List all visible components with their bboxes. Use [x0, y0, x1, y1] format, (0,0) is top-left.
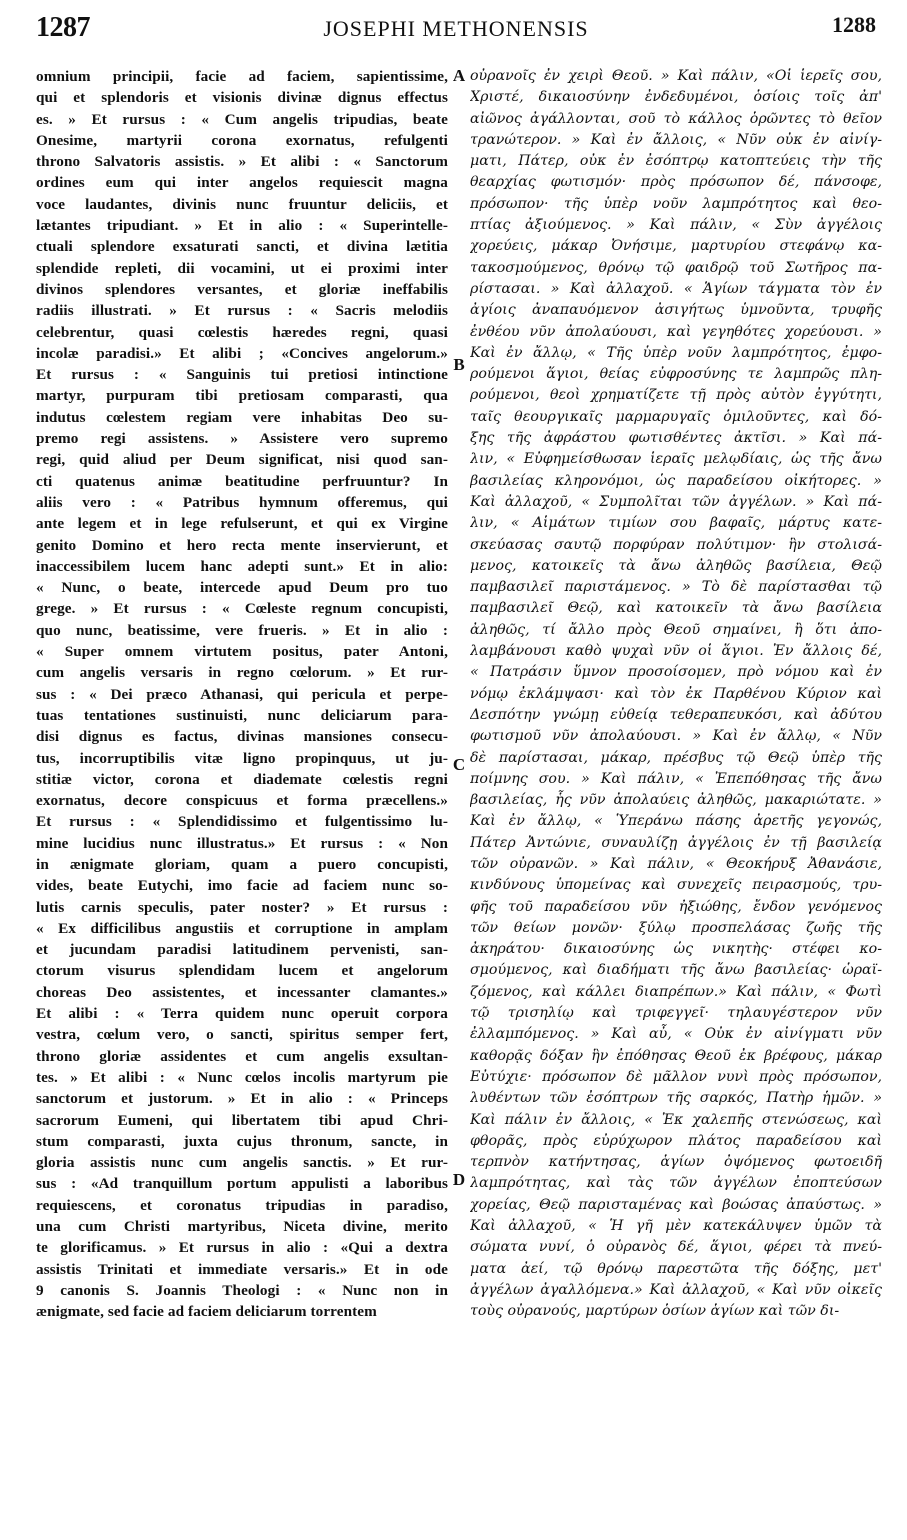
latin-text-line: Et rursus : « Splendidissimo et fulgentissimo lu-	[36, 813, 448, 831]
latin-text-line: « Ex difficilibus angustiis et corruptione in amplam	[36, 919, 448, 937]
greek-text-line: τῶν οὐρανῶν. » Καὶ πάλιν, « Θεοκήρυξ Ἀθανάσιε,	[470, 855, 882, 872]
latin-text-line: ænigmate, sed facie ad faciem deliciarum torrentem	[36, 1303, 377, 1321]
greek-text-line: τῶν θείων μονῶν· ξύλῳ προσπελάσας ζωῆς τῆς	[470, 919, 882, 936]
greek-text-line: ἐνθέου νῦν ἀπολαύουσι, καὶ γεγηθότες χορεύουσι. »	[470, 323, 882, 340]
greek-text-line: ρούμενοι, θεοὶ χρηματίζετε τῇ πρὸς αὐτὸν ἐγγύτητι,	[470, 387, 882, 404]
latin-text-line: lætantes tripudiant. » Et in alio : « Superintelle-	[36, 217, 448, 235]
latin-text-line: premo regi assistens. » Assistere vero supremo	[36, 430, 448, 448]
latin-text-line: ctuali splendore exsaturati sancti, et divina lætitia	[36, 238, 448, 256]
greek-text-line: λυθέντων τῶν ἐσόπτρων τῆς σαρκός, Πατὴρ ἡμῶν. »	[470, 1090, 882, 1107]
margin-marker-b: B	[453, 355, 465, 374]
latin-text-line: inaccessibilem lucem hanc adepti sunt.» Et in alio:	[36, 557, 448, 575]
greek-text-line: χορείας, Θεῷ παρισταμένας καὶ βοώσας ἀπαύστως. »	[470, 1196, 882, 1213]
greek-text-line: σώματα νυνί, ὁ οὐρανὸς δέ, ἅγιοι, φέρει τὰ πνεύ-	[470, 1239, 882, 1256]
latin-text-line: assistis Trinitati et immediate versaris.» Et in ode	[36, 1260, 448, 1278]
greek-text-line: φῆς τοῦ παραδείσου νῦν ἠξιώθης, ἔνδον γενόμενος	[470, 898, 882, 915]
latin-text-line: omnium principii, facie ad faciem, sapientissime,	[36, 68, 448, 85]
latin-text-line: ctorum visurus splendidam lucem et angelorum	[36, 962, 448, 980]
page-number-right: 1288	[832, 12, 876, 37]
greek-text-line: τερπνὸν κατήντησας, ἁγίων ὀψόμενος φωτοειδῆ	[470, 1154, 882, 1171]
latin-text-line: te glorificamus. » Et rursus in alio : «Qui a dextra	[36, 1239, 448, 1257]
latin-text-line: splendide repleti, dii vocamini, ut ei proximi inter	[36, 259, 448, 277]
greek-text-line: ματα ἀεί, τῷ θρόνῳ παρεστῶτα τῆς δόξης, μετ'	[470, 1260, 882, 1277]
greek-text-line: σμούμενος, καὶ διαδήματι τῆς ἄνω βασιλείας· ὡραϊ-	[470, 962, 882, 979]
latin-text-line: indutus cœlestem regiam vere inhabitas Deo su-	[36, 408, 448, 426]
page-header	[36, 6, 876, 46]
greek-text-line: παμβασιλεῖ παριστάμενος. » Τὸ δὲ παρίστασθαι τῷ	[470, 579, 882, 596]
latin-text-line: incolæ paradisi.» Et alibi ; «Concives angelorum.»	[36, 344, 448, 362]
greek-text-line: χορεύεις, μάκαρ Ὀνήσιμε, μαρτυρίου στεφάνῳ κα-	[470, 238, 882, 255]
greek-text-line: μενος, κατοικεῖς τὰ ἄνω ἀληθῶς βασίλεια, Θεῷ	[470, 557, 882, 574]
greek-text-line: Εὐτύχιε· πρόσωπον δὲ μᾶλλον νυνὶ πρὸς πρόσωπον,	[470, 1068, 882, 1085]
page-number-left: 1287	[36, 12, 90, 43]
greek-text-line: « Πατράσιν ὕμνον προσοίσομεν, πρὸ νόμου καὶ ἐν	[470, 664, 882, 681]
latin-text-line: tuas tentationes sustinuisti, nunc deliciarum para-	[36, 706, 448, 724]
latin-text-line: martyr, purpuram tibi pretiosam comparasti, qua	[36, 387, 448, 405]
greek-text-line: Πάτερ Ἀντώνιε, συναυλίζῃ ἀγγέλοις ἐν τῇ βασιλείᾳ	[470, 834, 882, 851]
latin-text-line: ante legem et in lege refulserunt, et qui ex Virgine	[36, 515, 448, 533]
latin-text-line: genito Domino et hero recta mente inservierunt, et	[36, 536, 448, 554]
latin-text-line: requiescens, et coronatus tripudias in paradiso,	[36, 1196, 448, 1214]
greek-text-line: Καὶ πάλιν ἐν ἄλλοις, « Ἐκ χαλεπῆς στενώσεως, καὶ	[470, 1111, 882, 1128]
greek-text-line: πρόσωπον· τῆς ὑπὲρ νοῦν λαμπρότητος καὶ θεο-	[470, 195, 882, 212]
greek-text-line: ταῖς θεουργικαῖς μαρμαρυγαῖς ὁμιλοῦντες, καὶ δό-	[470, 408, 882, 425]
greek-text-line: βασιλείας κληρονόμοι, ὡς παραδείσου οἰκήτορες. »	[470, 472, 882, 489]
latin-text-line: divinos splendores versantes, et gloriæ ineffabilis	[36, 280, 448, 298]
latin-text-line: tus, incorruptibilis vitæ ligno propinquus, ut ju-	[36, 749, 448, 767]
latin-text-line: cum angelis versaris in regno cœlorum. » Et rur-	[36, 664, 448, 682]
greek-text-line: ζόμενος, καὶ κάλλει διαπρέπων.» Καὶ πάλιν, « Φωτὶ	[470, 983, 882, 1000]
latin-text-line: throno gloriæ assidentes et cum angelis exsultan-	[36, 1047, 448, 1065]
latin-text-line: tes. » Et alibi : « Nunc cœlos incolis martyrum pie	[36, 1068, 448, 1086]
latin-text-line: radiis illustrati. » Et rursus : « Sacris melodiis	[36, 302, 448, 320]
greek-text-line: ἀγίοις ἀναπαυόμενον ἀσιγήτως ὑμνοῦντα, τρυφῆς	[470, 302, 882, 319]
greek-text-line: ποίμνης σου. » Καὶ πάλιν, « Ἐπεπόθησας τῆς ἄνω	[470, 770, 882, 787]
greek-text-line: ρίστασαι. » Καὶ ἀλλαχοῦ. « Ἁγίων τάγματα τὸν ἐν	[470, 280, 882, 297]
greek-text-line: σκεύασας σαυτῷ πορφύραν πολύτιμον· ἣν στολισά-	[470, 536, 882, 553]
margin-marker-d: D	[452, 1170, 466, 1189]
greek-text-line: δὲ παρίστασαι, μάκαρ, πρέσβυς τῷ Θεῷ ὑπὲρ τῆς	[470, 749, 882, 766]
latin-text-line: choreas Deo assistentes, et incessanter clamantes.»	[36, 983, 448, 1001]
latin-text-line: voce laudantes, divinis nunc fruuntur deliciis, et	[36, 195, 448, 213]
greek-text-line: καθορᾷς δόξαν ἣν ἐπόθησας Θεοῦ ἐκ βρέφους, μάκαρ	[470, 1047, 882, 1064]
greek-text-line: λιν, « Εὐφημείσθωσαν ἱεραῖς μελῳδίαις, ὡς τῆς ἄνω	[470, 451, 882, 468]
latin-text-line: cti quatenus animæ beatitudine perfruuntur? In	[36, 472, 448, 490]
latin-text-line: quo nunc, beatissime, vere frueris. » Et in alio :	[36, 621, 448, 639]
latin-text-line: qui et splendoris et visionis divinæ dignus effectus	[36, 89, 448, 107]
greek-text-line: ἀγγέλων ἀγαλλόμενα.» Καὶ ἀλλαχοῦ, « Καὶ νῦν οἰκεῖς	[470, 1281, 882, 1298]
greek-column	[470, 66, 882, 1323]
latin-text-line: lutis carnis speculis, pater noster? » Et rursus :	[36, 898, 448, 916]
latin-text-line: sacrorum Eumeni, qui libertatem tibi apud Chri-	[36, 1111, 448, 1129]
greek-text-line: οὐρανοῖς ἐν χειρὶ Θεοῦ. » Καὶ πάλιν, «Οἱ ἱερεῖς σου,	[470, 68, 882, 84]
greek-text-line: ξης τῆς ἀφράστου φωτισθέντες ἀκτῖσι. » Καὶ πά-	[470, 430, 882, 447]
latin-column	[36, 66, 448, 1323]
latin-text-line: una cum Christi martyribus, Niceta divine, merito	[36, 1218, 448, 1236]
latin-text-line: Onesime, martyrii corona exornatus, refulgenti	[36, 131, 448, 149]
margin-marker-a: A	[452, 66, 466, 85]
latin-text-line: « Nunc, o beate, intercede apud Deum pro tuo	[36, 579, 448, 597]
greek-text-line: λαμπρότητας, καὶ τὰς τῶν ἀγγέλων ἐποπτεύσων	[470, 1175, 882, 1192]
greek-text-line: ἀληθῶς, τί ἄλλο πρὸς Θεοῦ σημαίνει, ἢ ὅτι ἀπο-	[470, 621, 882, 638]
greek-text-line: φθορᾶς, πρὸς εὐρύχωρον πλάτος παραδείσου καὶ	[470, 1132, 882, 1149]
latin-text-line: 9 canonis S. Joannis Theologi : « Nunc non in	[36, 1281, 448, 1299]
greek-text-line: ματι, Πάτερ, οὐκ ἐν ἐσόπτρῳ κατοπτεύεις τὴν τῆς	[470, 153, 882, 170]
margin-marker-c: C	[452, 755, 466, 774]
latin-text-line: stum comparasti, juxta cujus thronum, sancte, in	[36, 1132, 448, 1150]
latin-text-line: Et rursus : « Sanguinis tui pretiosi intinctione	[36, 366, 448, 384]
greek-text-line: Δεσπότην γνώμῃ εὐθείᾳ τεθεραπευκόσι, καὶ ἀδύτου	[470, 706, 882, 723]
greek-text-line: πτίας ἀξιούμενος. » Καὶ πάλιν, « Σὺν ἀγγέλοις	[470, 217, 882, 234]
latin-text-line: ordines eum qui inter angelos requiescit magna	[36, 174, 448, 192]
greek-text-line: τοὺς οὐρανούς, μαρτύρων ὁσίων ἁγίων καὶ τῶν δι-	[470, 1303, 840, 1320]
latin-text-line: stitiæ victor, corona et diademate cœlestis regni	[36, 770, 448, 788]
greek-text-line: Καὶ ἐν ἄλλῳ, « Τῆς ὑπὲρ νοῦν λαμπρότητος, ἐμφο-	[470, 344, 882, 361]
latin-text-line: exornatus, decore conspicuus et forma præcellens.»	[36, 792, 448, 810]
greek-text-line: Καὶ ἐν ἄλλῳ, « Ὑπεράνω πάσης ἀρετῆς γεγονώς,	[470, 813, 882, 830]
greek-text-line: θεαρχίας φωτισμόν· πρὸς πρόσωπον δέ, πάνσοφε,	[470, 174, 882, 191]
greek-text-line: βασιλείας, ἧς νῦν ἀπολαύεις ἀληθῶς, μακαριώτατε. »	[470, 792, 882, 809]
greek-text-line: ἀκηράτου· δικαιοσύνης ὡς νικητὴς· στέφει κο-	[470, 941, 882, 958]
running-title: JOSEPHI METHONENSIS	[323, 16, 589, 41]
latin-text-line: et jucundam paradisi latitudinem pervenisti, san-	[36, 941, 448, 959]
greek-text-line: αἰῶνος ἀγάλλονται, σοῦ τὸ κάλλος ὁρῶντες τὸ θεῖον	[470, 110, 882, 127]
greek-text-line: τακοσμούμενος, θρόνῳ τῷ φαιδρῷ τοῦ Σωτῆρος πα-	[470, 259, 882, 276]
greek-text-line: τῷ τρισηλίῳ καὶ τριφεγγεῖ· τηλαυγέστερον νῦν	[470, 1005, 882, 1022]
greek-text-line: Χριστέ, δικαιοσύνην ἐνδεδυμένοι, ὁσίοις τοῖς ἀπ'	[470, 89, 882, 106]
latin-text-line: regi, quid aliud per Deum significat, nisi quod san-	[36, 451, 448, 469]
latin-text-line: in ænigmate gloriam, quam a puero concupisti,	[36, 855, 448, 873]
greek-text-line: νόμῳ ἐκλάμψασι· καὶ τὸν ἐκ Παρθένου Κύριον καὶ	[470, 685, 882, 702]
latin-text-line: sus : «Ad tranquillum portum appulisti a laboribus	[36, 1175, 448, 1193]
latin-text-line: aliis vero : « Patribus hymnum offeremus, qui	[36, 493, 448, 511]
latin-text-line: Et alibi : « Terra quidem nunc operuit corpora	[36, 1005, 448, 1023]
greek-text-line: λαμβάνουσι καθὸ ψυχαὶ νῦν οἱ ἅγιοι. Ἐν ἄλλοις δέ,	[470, 643, 882, 660]
greek-text-line: Καὶ ἀλλαχοῦ, « Ἡ γῆ μὲν κατεκάλυψεν ὑμῶν τὰ	[470, 1218, 882, 1235]
greek-text-line: κινδύνους ὑπομείνας καὶ συνεχεῖς πειρασμούς, τρυ-	[470, 877, 882, 894]
greek-text-line: παμβασιλεῖ Θεῷ, καὶ κατοικεῖν τὰ ἄνω βασίλεια	[470, 600, 882, 617]
greek-text-line: ἐλλαμπόμενος. » Καὶ αὖ, « Οὐκ ἐν αἰνίγματι νῦν	[470, 1026, 882, 1043]
latin-text-line: throno Salvatoris assistis. » Et alibi : « Sanctorum	[36, 153, 448, 171]
latin-text-line: gloria assistis nunc cum angelis sanctis. » Et rur-	[36, 1154, 448, 1172]
latin-text-line: mine lucidius nunc illustratus.» Et rursus : « Non	[36, 834, 448, 852]
greek-text-line: Καὶ ἀλλαχοῦ, « Συμπολῖται τῶν ἀγγέλων. » Καὶ πά-	[470, 493, 882, 510]
latin-text-line: sanctorum et justorum. » Et in alio : « Princeps	[36, 1090, 448, 1108]
greek-text-line: τρανώτερον. » Καὶ ἐν ἄλλοις, « Νῦν οὐκ ἐν αἰνίγ-	[470, 131, 882, 148]
latin-text-line: « Super omnem virtutem positus, pater Antoni,	[36, 643, 448, 661]
greek-text-line: ρούμενοι ἅγιοι, θείας εὐφροσύνης τε λαμπρῶς πλη-	[470, 366, 882, 383]
latin-text-line: vides, beate Eutychi, imo facie ad faciem nunc so-	[36, 877, 448, 895]
latin-text-line: grege. » Et rursus : « Cœleste regnum concupisti,	[36, 600, 448, 618]
latin-text-line: disi dignus es factus, divinas mansiones consecu-	[36, 728, 448, 746]
greek-text-line: φωτισμοῦ νῦν ἀπολαύουσι. » Καὶ ἐν ἄλλῳ, « Νῦν	[470, 728, 882, 745]
latin-text-line: vestra, cœlum vero, o sancti, spiritus semper fert,	[36, 1026, 448, 1044]
greek-text-line: λιν, « Αἱμάτων τιμίων σου βαφαῖς, μάρτυς κατε-	[470, 515, 882, 532]
latin-text-line: es. » Et rursus : « Cum angelis tripudias, beate	[36, 110, 448, 128]
latin-text-line: sus : « Dei præco Athanasi, qui pericula et perpe-	[36, 685, 448, 703]
latin-text-line: celebrentur, quasi cœlestis hæredes regni, quasi	[36, 323, 448, 341]
